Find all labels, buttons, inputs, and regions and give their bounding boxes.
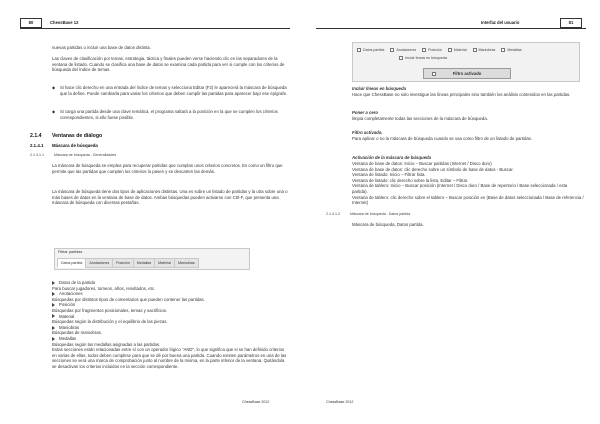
tab-strip — [57, 258, 198, 268]
activation-line: Ventana de listado: Inicio – Filtrar lista. — [352, 172, 426, 178]
checkbox-incluir-lineas[interactable]: Incluir líneas en búsqueda — [399, 56, 447, 60]
right-page — [316, 18, 586, 404]
page-footer: ChessBase 2012 — [242, 400, 270, 404]
figure-number: 2.1.4.1.2 — [326, 212, 340, 216]
page-footer: ChessBase 2012 — [326, 400, 354, 404]
bullet-item: ◆ Si hace clic derecho en una entrada del índice de temas y selecciona Editar (F2) le aparecerá la máscara de búsqueda que la define. Puede cambiarla para variar los criterios que deben cumplir las partidas para aparecer bajo ese epígrafe. — [60, 85, 288, 96]
figure-caption: Máscara de búsqueda - Datos partida — [350, 212, 411, 216]
list-item-desc: Búsquedas por fragmentos posicionales, temas y sacrificios. — [52, 307, 168, 313]
filter-activated-button[interactable]: Filtro activado — [423, 68, 511, 79]
tab-medallas[interactable]: Medallas — [133, 258, 155, 268]
para-search-2: La máscara de búsqueda tiene dos tipos de aplicaciones distintas. Una es sobre un listado de partidas y la otra sobre una o más bases de datos en la ventana de base de datos. Ambas búsquedas pueden activarse con Ctrl-F, que presenta una máscara de búsqueda con diversas pestañas. — [52, 189, 288, 206]
checkbox-posicion[interactable]: Posición — [422, 48, 442, 52]
bullet-item: ◆ Si carga una partida desde una clave temática, el programa saltará a la posición en la que se cumplen los criterios correspondientes, si ello fuese posible. — [60, 109, 288, 120]
checkbox-maniobras[interactable]: Maniobras — [473, 48, 496, 52]
page-number: 81 — [560, 18, 582, 28]
figure-number: 2.1.4.1.1 — [30, 153, 44, 157]
final-line: Máscara de búsqueda, Datos partida. — [352, 222, 424, 227]
activation-title: Activación de la máscara de búsqueda — [352, 155, 432, 160]
figure-caption: Máscara de búsqueda - Generalidades — [54, 153, 117, 157]
checkbox-material[interactable]: Material — [448, 48, 467, 52]
tab-material[interactable]: Material — [154, 258, 175, 268]
activation-line: Ventana de tablero: Inicio – Buscar posición (Internet / Disco duro / Base de repertorio / Base seleccionada / esta partida). — [352, 183, 568, 194]
page-number: 80 — [20, 18, 42, 28]
activation-line: Ventana de listado: clic derecho sobre la lista, Editar – Filtrar. — [352, 177, 469, 183]
checkbox-row — [357, 48, 522, 52]
header-rule — [316, 28, 586, 29]
list-item-desc: Para buscar jugadores, torneos, años, resultados, etc. — [52, 285, 156, 291]
filter-text: Para aplicar o no la máscara de búsqueda cuando se usa como filtro de un listado de partidas. — [352, 136, 533, 141]
reset-text: limpia completamente todas las secciones de la máscara de búsqueda. — [352, 116, 488, 121]
checkbox-anotaciones[interactable]: Anotaciones — [390, 48, 416, 52]
subsection-number: 2.1.4.1 — [30, 143, 44, 148]
header-rule — [20, 28, 290, 29]
triangle-bullet-icon — [52, 292, 55, 296]
list-item: Maniobras — [52, 325, 288, 331]
tab-datos-partida[interactable]: Datos partida — [57, 258, 86, 268]
filter-panel — [352, 42, 580, 82]
activation-list — [352, 161, 584, 206]
tab-anotaciones[interactable]: Anotaciones — [85, 258, 113, 268]
triangle-bullet-icon — [52, 326, 55, 330]
list-item: Medallas — [52, 336, 288, 342]
activation-line: Ventana de base de datos: Inicio – Buscar partidas (Internet / Disco duro) — [352, 161, 492, 166]
list-item: Material — [52, 314, 288, 320]
list-item-desc: Búsquedas según las medallas asignadas a las partidas. — [52, 341, 161, 347]
para-classification: Las claves de clasificación por temas, estrategia, táctica y finales pueden verse haciendo clic en las separadores de la ventana de listado. Cuando se clasifica una base de datos se examina cada partida para ver si cumple con los criterios de búsqueda del índice de temas. — [52, 56, 285, 73]
incl-title: Incluir líneas en búsqueda — [352, 86, 406, 91]
activation-line: Ventana de tablero: clic derecho sobre el tablero – Buscar posición en (Base de datos seleccionada / Base de referencia / Internet) — [352, 194, 584, 206]
para-final: Estas secciones están relacionadas entre sí con un operador lógico "AND", lo que significa que si se han definido criterios en varias de ellas, todos deben cumplirse para que se dé por buena una partida. Cuando existen parámetros en una de las secciones se verá una marca de comprobación junto al nombre de la misma, en la parte inferior de la ventana. Quitándola se desactivan los criterios incluidos en la sección correspondiente. — [52, 347, 287, 369]
list-item-desc: Búsquedas de maniobras. — [52, 330, 102, 336]
checkbox-medallas[interactable]: Medallas — [501, 48, 521, 52]
incl-text: Hace que ChessBase no solo investigue las líneas principales sino también los análisis contenidos en las partidas. — [352, 92, 571, 97]
item-list — [52, 280, 288, 347]
page-header-title: Interfaz del usuario — [481, 20, 520, 25]
page-header-title: ChessBase 12 — [50, 20, 79, 25]
left-page — [20, 18, 290, 404]
search-mask-dialog — [54, 248, 250, 270]
triangle-bullet-icon — [52, 314, 55, 318]
triangle-bullet-icon — [52, 281, 55, 285]
activation-line: Ventana de base de datos: clic derecho sobre un símbolo de base de datos - Buscar. — [352, 166, 514, 172]
list-item-desc: Búsquedas según la distribución y el equilibrio de las piezas. — [52, 319, 168, 325]
checkbox-datos-partida[interactable]: Datos partida — [357, 48, 384, 52]
filter-title: Filtro activado. — [352, 130, 383, 135]
intro-line: nuevas partidas o incluir una base de datos distinta. — [52, 45, 151, 50]
list-item: Posición — [52, 302, 288, 308]
tab-maniobras[interactable]: Maniobras — [174, 258, 199, 268]
dialog-title: Filtrar partidas — [58, 250, 83, 254]
triangle-bullet-icon — [52, 303, 55, 307]
para-search-1: La máscara de búsqueda se emplea para recuperar partidas que cumplan unos criterios concretos. Es como un filtro que permite que las partidas que cumplen los criterios lo pasen y se descarten las demás. — [52, 163, 283, 174]
list-item: Anotaciones — [52, 291, 288, 297]
tab-posicion[interactable]: Posición — [112, 258, 134, 268]
triangle-bullet-icon — [52, 337, 55, 341]
subsection-title: Máscara de búsqueda — [52, 143, 98, 148]
reset-title: Poner a cero — [352, 110, 379, 115]
list-item: Datos de la partida — [52, 280, 288, 286]
section-title: Ventanas de diálogo — [52, 133, 103, 139]
list-item-desc: Búsquedas por distintos tipos de comentarios que pueden contener las partidas. — [52, 296, 205, 302]
section-number: 2.1.4 — [30, 133, 42, 139]
